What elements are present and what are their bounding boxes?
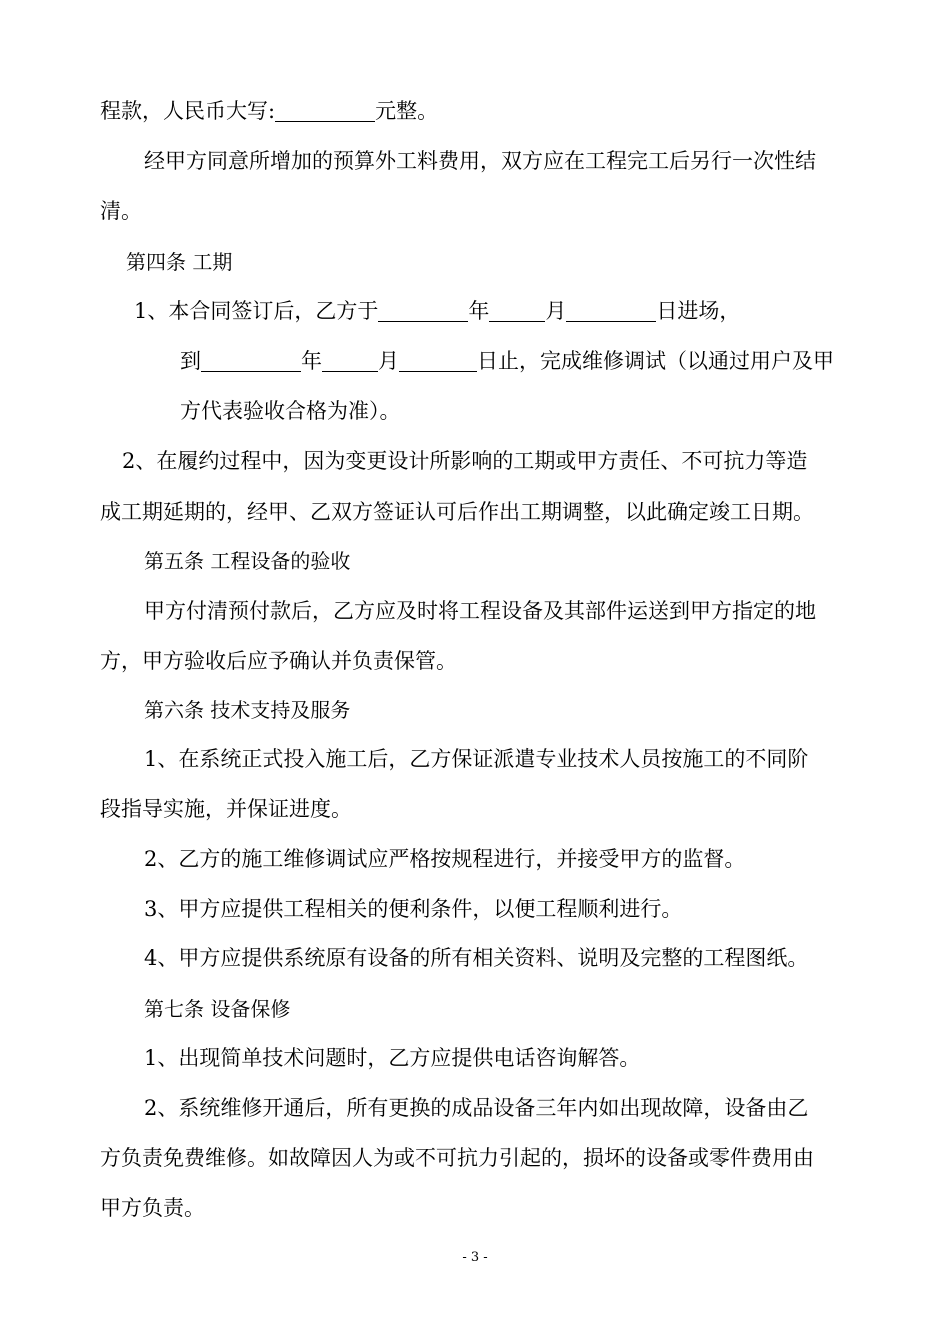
article-5-para-line-2: 方，甲方验收后应予确认并负责保管。 bbox=[100, 649, 457, 673]
article-4-item-1-line-2 bbox=[180, 346, 834, 376]
article-4-item-2-line-1: 2、在履约过程中，因为变更设计所影响的工期或甲方责任、不可抗力等造 bbox=[122, 449, 808, 473]
amount-blank bbox=[275, 99, 375, 122]
article-5-para-line-1: 甲方付清预付款后，乙方应及时将工程设备及其部件运送到甲方指定的地 bbox=[144, 599, 816, 623]
article-6-item-1-line-1: 1、在系统正式投入施工后，乙方保证派遣专业技术人员按施工的不同阶 bbox=[144, 747, 809, 771]
day-label: 日进场， bbox=[656, 299, 741, 323]
article-7-item-2-line-3: 甲方负责。 bbox=[100, 1196, 205, 1220]
start-date-label: 1、本合同签订后，乙方于 bbox=[134, 299, 379, 323]
amount-label: 程款，人民币大写: bbox=[100, 99, 276, 123]
article-4-item-2-line-2: 成工期延期的，经甲、乙双方签证认可后作出工期调整，以此确定竣工日期。 bbox=[100, 500, 814, 524]
year-label: 年 bbox=[468, 299, 490, 323]
page-number: - 3 - bbox=[462, 1250, 488, 1265]
month-label: 月 bbox=[545, 299, 567, 323]
article-7-heading: 第七条 设备保修 bbox=[144, 997, 291, 1021]
article-6-item-3: 3、甲方应提供工程相关的便利条件，以便工程顺利进行。 bbox=[144, 897, 683, 921]
article-7-item-2-line-1: 2、系统维修开通后，所有更换的成品设备三年内如出现故障，设备由乙 bbox=[144, 1096, 809, 1120]
extra-cost-para-line-1: 经甲方同意所增加的预算外工料费用，双方应在工程完工后另行一次性结 bbox=[144, 149, 816, 173]
article-7-item-2-line-2: 方负责免费维修。如故障因人为或不可抗力引起的，损坏的设备或零件费用由 bbox=[100, 1146, 814, 1170]
start-day-blank bbox=[566, 299, 656, 322]
article-6-item-2: 2、乙方的施工维修调试应严格按规程进行，并接受甲方的监督。 bbox=[144, 847, 746, 871]
article-7-item-1: 1、出现简单技术问题时，乙方应提供电话咨询解答。 bbox=[144, 1046, 641, 1070]
article-5-heading: 第五条 工程设备的验收 bbox=[144, 549, 351, 573]
end-date-label: 到 bbox=[180, 349, 201, 373]
article-4-item-1-line-1 bbox=[134, 296, 740, 326]
article-6-item-1-line-2: 段指导实施，并保证进度。 bbox=[100, 797, 352, 821]
amount-suffix: 元整。 bbox=[375, 99, 439, 123]
start-year-blank bbox=[378, 299, 468, 322]
payment-amount-line bbox=[100, 96, 438, 126]
article-4-heading: 第四条 工期 bbox=[126, 250, 233, 274]
article-6-heading: 第六条 技术支持及服务 bbox=[144, 698, 351, 722]
month-label: 月 bbox=[378, 349, 399, 373]
year-label: 年 bbox=[301, 349, 322, 373]
end-day-blank bbox=[399, 349, 477, 372]
article-6-item-4: 4、甲方应提供系统原有设备的所有相关资料、说明及完整的工程图纸。 bbox=[144, 946, 809, 970]
end-year-blank bbox=[201, 349, 301, 372]
day-label: 日止，完成维修调试（以通过用户及甲 bbox=[477, 349, 834, 373]
end-month-blank bbox=[322, 349, 378, 372]
start-month-blank bbox=[489, 299, 545, 322]
extra-cost-para-line-2: 清。 bbox=[100, 199, 142, 223]
article-4-item-1-line-3: 方代表验收合格为准）。 bbox=[180, 399, 401, 423]
